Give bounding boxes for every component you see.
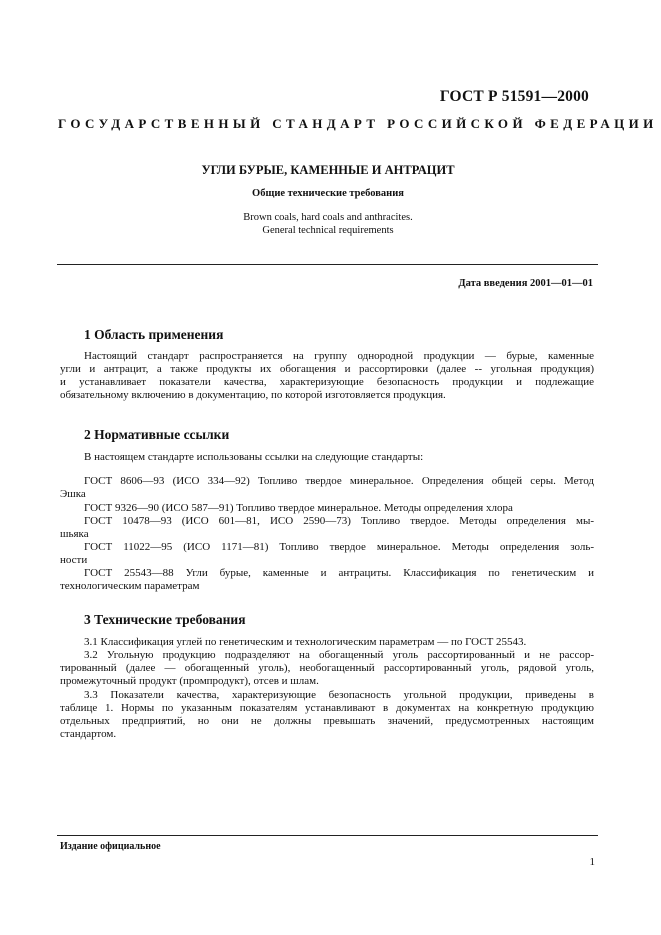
- state-standard-heading: ГОСУДАРСТВЕННЫЙ СТАНДАРТ РОССИЙСКОЙ ФЕДЕРАЦИИ: [58, 116, 658, 131]
- reference-line: ГОСТ 8606—93 (ИСО 334—92) Топливо твердое минеральное. Определения общей серы. Метод: [84, 475, 594, 487]
- section-1-line: угли и антрацит, а также продукты их обогащения и рассортировки (далее -- угольная продукция): [60, 363, 594, 375]
- section-3-line: тированный (далее — обогащенный уголь), необогащенный рассортированный уголь, рядовой уголь,: [60, 662, 594, 674]
- standard-code: ГОСТ Р 51591—2000: [439, 88, 589, 105]
- section-1-heading: 1 Область применения: [84, 327, 224, 342]
- section-3-line: 3.2 Угольную продукцию подразделяют на обогащенный уголь рассортированный и не рассор-: [84, 649, 594, 661]
- reference-line: шьяка: [60, 528, 89, 540]
- english-title-line-2: General technical requirements: [262, 225, 394, 236]
- reference-line: ГОСТ 11022—95 (ИСО 1171—81) Топливо твердое минеральное. Методы определения золь-: [84, 541, 594, 553]
- document-title: УГЛИ БУРЫЕ, КАМЕННЫЕ И АНТРАЦИТ: [201, 163, 455, 177]
- reference-line: технологическим параметрам: [60, 580, 200, 592]
- document-subtitle: Общие технические требования: [252, 188, 404, 199]
- reference-line: ГОСТ 10478—93 (ИСО 601—81, ИСО 2590—73) Топливо твердое. Методы определения мы-: [84, 515, 594, 527]
- section-1-line: обязательному включению в документацию, по которой изготовляется продукция.: [60, 389, 446, 401]
- page-number: 1: [589, 856, 595, 868]
- official-edition-note: Издание официальное: [60, 841, 161, 852]
- section-1-line: Настоящий стандарт распространяется на группу однородной продукции — бурые, каменные: [84, 350, 594, 362]
- reference-line: Эшка: [60, 488, 86, 500]
- reference-line: ГОСТ 25543—88 Угли бурые, каменные и антрациты. Классификация по генетическим и: [84, 567, 594, 579]
- section-1-line: и устанавливает показатели качества, характеризующие безопасность продукции и подлежащие: [60, 376, 594, 388]
- english-title-line-1: Brown coals, hard coals and anthracites.: [243, 212, 413, 223]
- footer-divider: [57, 835, 598, 836]
- section-3-line: промежуточный продукт (промпродукт), отсев и шлам.: [60, 675, 319, 687]
- section-3-line: 3.1 Классификация углей по генетическим и технологическим параметрам — по ГОСТ 25543.: [84, 636, 527, 648]
- top-divider: [57, 264, 598, 265]
- reference-line: ГОСТ 9326—90 (ИСО 587—91) Топливо твердое минеральное. Методы определения хлора: [84, 502, 513, 514]
- section-3-line: таблице 1. Нормы по указанным показателям устанавливают в документах на конкретную продукцию: [60, 702, 594, 714]
- reference-line: ности: [60, 554, 88, 566]
- section-3-line: отдельных предприятий, но они не должны превышать значений, предусмотренных настоящим: [60, 715, 594, 727]
- section-2-intro: В настоящем стандарте использованы ссылки на следующие стандарты:: [84, 451, 424, 463]
- section-3-line: стандартом.: [60, 728, 117, 740]
- section-2-heading: 2 Нормативные ссылки: [84, 427, 230, 442]
- section-3-heading: 3 Технические требования: [84, 612, 246, 627]
- introduction-date: Дата введения 2001—01—01: [458, 278, 593, 289]
- section-3-line: 3.3 Показатели качества, характеризующие безопасность угольной продукции, приведены в: [84, 689, 594, 701]
